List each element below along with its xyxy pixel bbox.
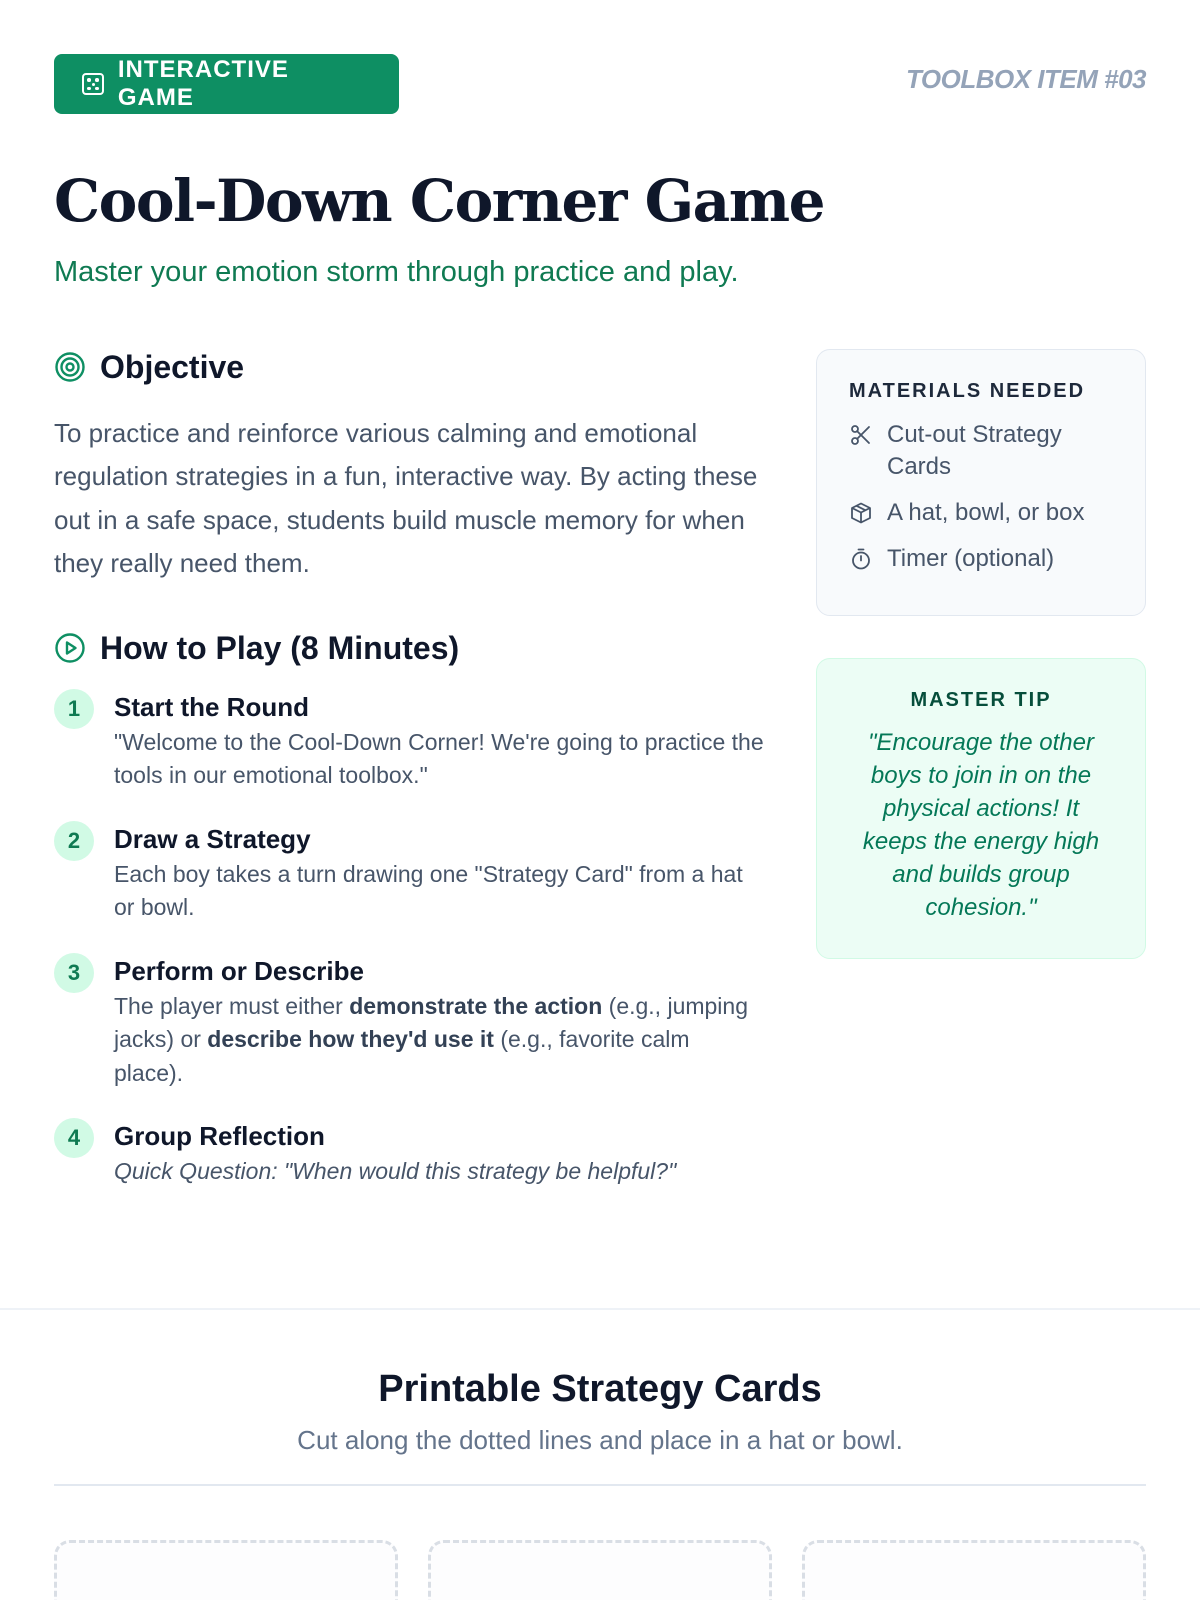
- play-circle-icon: [54, 632, 86, 664]
- printables-subtitle: Cut along the dotted lines and place in a hat or bowl.: [297, 1425, 903, 1455]
- step-desc-emphasis: demonstrate the action: [349, 992, 603, 1019]
- step-body: [114, 1120, 764, 1189]
- strategy-card: [428, 1540, 772, 1600]
- master-tip-text: "Encourage the other boys to join in on the physical actions! It keeps the energy high and builds group cohesion.": [862, 728, 1100, 921]
- materials-list: [849, 419, 1113, 575]
- list-item: [849, 497, 1113, 529]
- master-tip-heading: MASTER TIP: [910, 688, 1052, 711]
- step-description: Each boy takes a turn drawing one "Strategy Card" from a hat or bowl.: [114, 860, 743, 921]
- step-title: Draw a Strategy: [114, 823, 311, 854]
- step-number: 3: [54, 953, 94, 993]
- objective-heading: Objective: [100, 348, 245, 385]
- printables-rule: [54, 1484, 1146, 1486]
- dice-icon: [82, 73, 104, 95]
- step-body: [114, 955, 764, 1091]
- step-body: [114, 823, 764, 925]
- how-to-play-heading-row: [54, 630, 764, 667]
- step-item: [54, 1120, 764, 1189]
- step-desc-text: (e.g., favorite calm place).: [114, 1026, 690, 1086]
- step-description: "Welcome to the Cool-Down Corner! We're going to practice the tools in our emotional toolbox.": [114, 728, 764, 789]
- list-item: [849, 419, 1113, 483]
- step-title: Group Reflection: [114, 1121, 325, 1152]
- step-description: Quick Question: "When would this strategy be helpful?": [114, 1158, 677, 1185]
- strategy-card: [802, 1540, 1146, 1600]
- material-label: Timer (optional): [887, 544, 1055, 572]
- content-columns: [54, 349, 1146, 1219]
- step-number: 1: [54, 689, 94, 729]
- step-number: 2: [54, 821, 94, 861]
- step-desc-emphasis: describe how they'd use it: [207, 1026, 494, 1053]
- step-body: [114, 691, 764, 793]
- how-to-play-section: [54, 630, 764, 1189]
- scissors-icon: [849, 423, 873, 447]
- printables-heading: Printable Strategy Cards: [378, 1368, 822, 1410]
- page-subtitle: Master your emotion storm through practice and play.: [54, 255, 739, 288]
- material-label: A hat, bowl, or box: [887, 498, 1085, 526]
- printables-header: [0, 1368, 1200, 1456]
- step-item: [54, 691, 764, 793]
- step-desc-text: (e.g., jumping jacks) or: [114, 992, 749, 1053]
- step-description: [114, 990, 764, 1091]
- step-item: [54, 823, 764, 925]
- section-divider: [0, 1308, 1200, 1310]
- material-label: Cut-out Strategy Cards: [887, 420, 1062, 480]
- materials-card: [816, 349, 1146, 616]
- step-title: Perform or Describe: [114, 955, 364, 986]
- side-column: [816, 349, 1146, 1219]
- target-icon: [54, 351, 86, 383]
- objective-heading-row: [54, 349, 764, 386]
- timer-icon: [849, 547, 873, 571]
- steps-list: [54, 691, 764, 1189]
- step-number: 4: [54, 1118, 94, 1158]
- strategy-cards-row: [54, 1540, 1146, 1600]
- list-item: [849, 543, 1113, 575]
- step-item: [54, 955, 764, 1091]
- objective-text: To practice and reinforce various calming and emotional regulation strategies in a fun, interactive way. By acting these out in a safe space, students build muscle memory for when they really need them.: [54, 417, 758, 579]
- strategy-card: [54, 1540, 398, 1600]
- box-icon: [849, 501, 873, 525]
- interactive-game-badge: [54, 54, 399, 114]
- how-to-play-heading: How to Play (8 Minutes): [100, 629, 460, 666]
- materials-heading: MATERIALS NEEDED: [849, 379, 1086, 402]
- badge-label: INTERACTIVE GAME: [117, 56, 289, 111]
- top-row: [54, 0, 1146, 114]
- toolbox-item-label: TOOLBOX ITEM #03: [905, 63, 1146, 94]
- master-tip-card: [816, 658, 1146, 959]
- page-title: Cool-Down Corner Game: [54, 167, 825, 235]
- step-title: Start the Round: [114, 691, 309, 722]
- step-desc-text: The player must either: [114, 992, 350, 1019]
- main-column: [54, 349, 764, 1219]
